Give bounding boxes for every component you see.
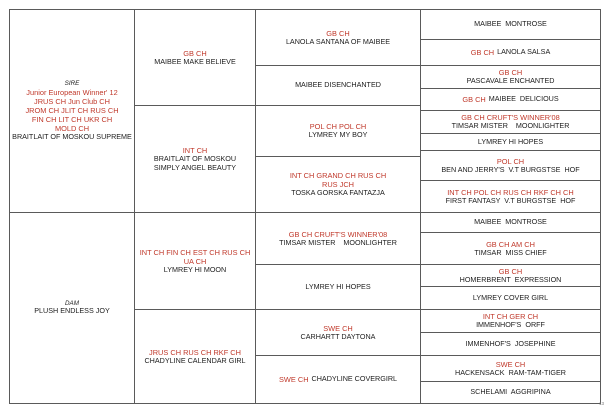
gen3-name: LYMREY MY BOY [308, 130, 368, 140]
gen4-cell [420, 150, 601, 181]
sire-title: FIN CH LIT CH UKR CH [31, 114, 113, 124]
gen3-title: GB CH [326, 28, 350, 38]
gen3-name: TIMSAR MISTER MOONLIGHTER [279, 237, 397, 247]
gen4-cell [420, 355, 601, 382]
dam-cell [9, 212, 135, 404]
gen4-name: TIMSAR MISS CHIEF [474, 247, 547, 257]
gen2-name: CHADYLINE CALENDAR GIRL [144, 355, 246, 365]
gen2-name: MAIBEE MAKE BELIEVE [154, 56, 236, 66]
gen4-name: LANOLA SALSA [497, 47, 551, 57]
gen3-cell [255, 212, 421, 265]
sire-title: MOLD CH [54, 123, 90, 133]
gen4-cell [420, 286, 601, 310]
gen3-cell [255, 65, 421, 106]
dam-label: DAM [65, 299, 79, 307]
gen4-cell [420, 65, 601, 89]
gen2-cell [134, 105, 256, 213]
gen4-cell [420, 180, 601, 213]
gen3-name: MAIBEE DISENCHANTED [295, 80, 381, 90]
gen4-name: HACKENSACK RAM-TAM-TIGER [455, 367, 566, 377]
gen4-name: LYMREY COVER GIRL [472, 292, 549, 302]
gen4-cell [420, 212, 601, 233]
gen3-cell [255, 9, 421, 66]
gen2-cell [134, 309, 256, 404]
gen3-title: RUS JCH [321, 180, 355, 190]
gen4-cell [420, 309, 601, 333]
gen2-cell [134, 212, 256, 310]
gen4-name: MAIBEE MONTROSE [474, 19, 547, 29]
gen3-name: LYMREY HI HOPES [305, 281, 371, 291]
gen4-title: INT CH GER CH [482, 312, 539, 322]
gen2-title: INT CH FIN CH EST CH RUS CH UA CH [139, 247, 251, 266]
gen3-cell [255, 264, 421, 310]
gen3-cell [255, 309, 421, 356]
gen4-title: GB CH [498, 266, 523, 276]
sire-title: JROM CH JLIT CH RUS CH [25, 105, 119, 115]
gen2-name: LYMREY HI MOON [163, 264, 227, 274]
gen4-name: MAIBEE MONTROSE [474, 217, 547, 227]
gen4-name: SCHELAMI AGGRIPINA [470, 387, 551, 397]
gen4-title: GB CH [470, 47, 495, 57]
gen2-title: GB CH [183, 48, 207, 58]
gen4-name: FIRST FANTASY V.T BURGSTSE HOF [445, 195, 576, 205]
gen4-cell [420, 332, 601, 356]
sire-label: SIRE [64, 80, 80, 88]
gen3-title: INT CH GRAND CH RUS CH [289, 171, 387, 181]
gen4-title: GB CH AM CH [486, 239, 535, 249]
gen4-name: MAIBEE DELICIOUS [488, 94, 559, 104]
page-number: 13 [598, 401, 604, 406]
gen4-cell [420, 9, 601, 40]
gen2-title: INT CH [182, 145, 208, 155]
gen4-name: HOMERBRENT EXPRESSION [459, 274, 562, 284]
gen3-title: POL CH POL CH [309, 122, 367, 132]
sire-cell [9, 9, 135, 213]
gen4-cell [420, 88, 601, 111]
gen4-title: INT CH POL CH RUS CH RKF CH CH [447, 187, 574, 197]
gen3-cell [255, 156, 421, 213]
gen4-title: POL CH [496, 156, 525, 166]
gen4-cell [420, 381, 601, 404]
gen4-title: GB CH [462, 94, 486, 104]
gen4-name: BEN AND JERRY'S V.T BURGSTSE HOF [441, 164, 580, 174]
gen4-cell [420, 232, 601, 265]
sire-title: Junior European Winner' 12 [26, 87, 118, 97]
gen4-title: SWE CH [495, 359, 526, 369]
gen3-name: TOSKA GORSKA FANTAZJA [291, 188, 385, 198]
gen2-name: BRAITLAIT OF MOSKOU SIMPLY ANGEL BEAUTY [153, 153, 237, 172]
gen3-cell [255, 355, 421, 404]
gen4-cell [420, 39, 601, 66]
gen4-cell [420, 264, 601, 287]
dam-name: PLUSH ENDLESS JOY [34, 306, 110, 316]
gen4-title: GB CH [498, 68, 523, 78]
gen4-name: IMMENHOF'S ORFF [476, 320, 545, 330]
gen2-title: JRUS CH RUS CH RKF CH [149, 347, 241, 357]
gen4-name: IMMENHOF'S JOSEPHINE [465, 338, 556, 348]
sire-title: JRUS CH Jun Club CH [34, 96, 110, 106]
sire-name: BRAITLAIT OF MOSKOU SUPREME [12, 132, 132, 142]
gen3-cell [255, 105, 421, 157]
gen4-name: LYMREY HI HOPES [477, 136, 544, 146]
gen3-name: LANOLA SANTANA OF MAIBEE [285, 36, 391, 46]
gen3-name: CHADYLINE COVERGIRL [311, 374, 398, 384]
gen3-title: GB CH CRUFT'S WINNER'08 [288, 229, 388, 239]
gen4-cell [420, 110, 601, 134]
gen4-name: PASCAVALE ENCHANTED [466, 76, 555, 86]
gen4-cell [420, 133, 601, 151]
gen2-cell [134, 9, 256, 106]
gen4-title: GB CH CRUFT'S WINNER'08 [461, 113, 560, 123]
gen3-title: SWE CH [323, 323, 353, 333]
gen3-title: SWE CH [278, 374, 309, 384]
gen4-name: TIMSAR MISTER MOONLIGHTER [451, 121, 570, 131]
gen3-name: CARHARTT DAYTONA [300, 331, 376, 341]
